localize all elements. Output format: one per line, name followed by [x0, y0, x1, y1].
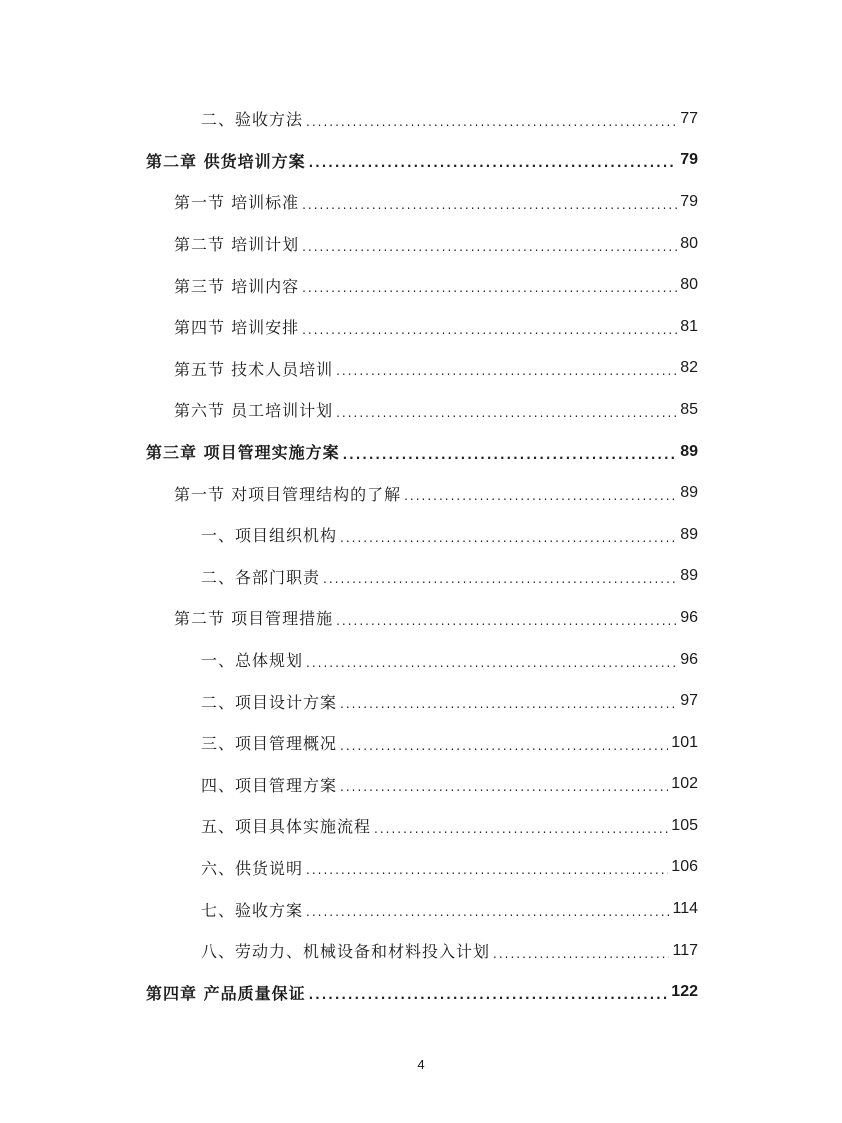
toc-entry-page: 85 — [680, 400, 698, 418]
dot-leader — [340, 780, 668, 794]
toc-entry[interactable] — [0, 472, 842, 514]
dot-leader — [336, 364, 677, 378]
toc-entry-page: 77 — [680, 109, 698, 127]
toc-entry-label: 二、项目设计方案 — [201, 692, 338, 712]
toc-entry-label: 二、验收方法 — [201, 110, 304, 130]
toc-entry[interactable] — [0, 431, 842, 473]
toc-entry-page: 80 — [680, 276, 698, 294]
toc-entry[interactable] — [0, 847, 842, 889]
toc-entry[interactable] — [0, 888, 842, 930]
toc-entry-page: 96 — [680, 650, 698, 668]
toc-entry[interactable] — [0, 680, 842, 722]
dot-leader — [336, 406, 677, 420]
toc-entry-label: 一、项目组织机构 — [201, 526, 338, 546]
toc-entry-label: 四、项目管理方案 — [201, 775, 338, 795]
toc-entry-label: 第五节 技术人员培训 — [174, 359, 334, 379]
toc-entry[interactable] — [0, 140, 842, 182]
dot-leader — [302, 323, 677, 337]
toc-entry-page: 89 — [680, 484, 698, 502]
dot-leader — [336, 614, 677, 628]
toc-entry[interactable] — [0, 514, 842, 556]
dot-leader — [302, 240, 677, 254]
toc-entry-label: 第三节 培训内容 — [174, 276, 300, 296]
toc-entry-label: 第一节 培训标准 — [174, 193, 300, 213]
dot-leader — [306, 863, 668, 877]
toc-entry-page: 80 — [680, 234, 698, 252]
toc-entry-label: 第二章 供货培训方案 — [146, 151, 306, 171]
toc-entry[interactable] — [0, 306, 842, 348]
toc-entry-page: 81 — [680, 317, 698, 335]
dot-leader — [309, 156, 678, 170]
toc-entry-page: 79 — [680, 192, 698, 210]
toc-entry-label: 七、验收方案 — [201, 900, 304, 920]
toc-entry-page: 89 — [680, 525, 698, 543]
toc-entry[interactable] — [0, 597, 842, 639]
toc-entry-page: 82 — [680, 359, 698, 377]
toc-entry-page: 114 — [672, 900, 698, 918]
toc-entry[interactable] — [0, 971, 842, 1013]
toc-entry-label: 第四章 产品质量保证 — [146, 983, 306, 1003]
toc-entry[interactable] — [0, 722, 842, 764]
dot-leader — [343, 448, 678, 462]
dot-leader — [323, 572, 677, 586]
toc-entry[interactable] — [0, 805, 842, 847]
toc-entry-page: 101 — [671, 733, 698, 751]
dot-leader — [302, 198, 677, 212]
toc-entry[interactable] — [0, 181, 842, 223]
dot-leader — [306, 905, 669, 919]
toc-entry-page: 79 — [680, 151, 698, 169]
toc-entry-page: 97 — [680, 692, 698, 710]
table-of-contents — [0, 98, 842, 1013]
dot-leader — [340, 739, 668, 753]
dot-leader — [302, 281, 677, 295]
dot-leader — [404, 489, 677, 503]
toc-entry-label: 五、项目具体实施流程 — [201, 817, 372, 837]
toc-entry-label: 第一节 对项目管理结构的了解 — [174, 484, 402, 504]
toc-entry-page: 96 — [680, 608, 698, 626]
toc-entry[interactable] — [0, 98, 842, 140]
toc-entry-page: 106 — [671, 858, 698, 876]
toc-entry-label: 八、劳动力、机械设备和材料投入计划 — [201, 942, 491, 962]
toc-entry-page: 89 — [680, 567, 698, 585]
toc-entry[interactable] — [0, 556, 842, 598]
toc-entry-label: 二、各部门职责 — [201, 567, 321, 587]
toc-entry[interactable] — [0, 223, 842, 265]
toc-entry-label: 六、供货说明 — [201, 858, 304, 878]
dot-leader — [340, 531, 677, 545]
toc-entry[interactable] — [0, 348, 842, 390]
dot-leader — [306, 656, 677, 670]
toc-entry[interactable] — [0, 389, 842, 431]
toc-entry-label: 第二节 项目管理措施 — [174, 609, 334, 629]
dot-leader — [493, 947, 669, 961]
dot-leader — [309, 988, 669, 1002]
toc-entry-label: 第六节 员工培训计划 — [174, 401, 334, 421]
dot-leader — [374, 822, 668, 836]
toc-entry-label: 三、项目管理概况 — [201, 734, 338, 754]
dot-leader — [306, 115, 677, 129]
toc-entry-page: 89 — [680, 442, 698, 460]
toc-entry-page: 122 — [671, 983, 698, 1001]
dot-leader — [340, 697, 677, 711]
toc-entry-page: 102 — [671, 775, 698, 793]
toc-entry[interactable] — [0, 764, 842, 806]
toc-entry-label: 第四节 培训安排 — [174, 318, 300, 338]
toc-entry-label: 第三章 项目管理实施方案 — [146, 443, 340, 463]
toc-entry-label: 第二节 培训计划 — [174, 235, 300, 255]
toc-entry[interactable] — [0, 264, 842, 306]
toc-entry[interactable] — [0, 930, 842, 972]
page-number: 4 — [417, 1057, 425, 1072]
toc-entry-page: 105 — [671, 816, 698, 834]
toc-entry-label: 一、总体规划 — [201, 651, 304, 671]
toc-entry[interactable] — [0, 639, 842, 681]
toc-entry-page: 117 — [672, 941, 698, 959]
